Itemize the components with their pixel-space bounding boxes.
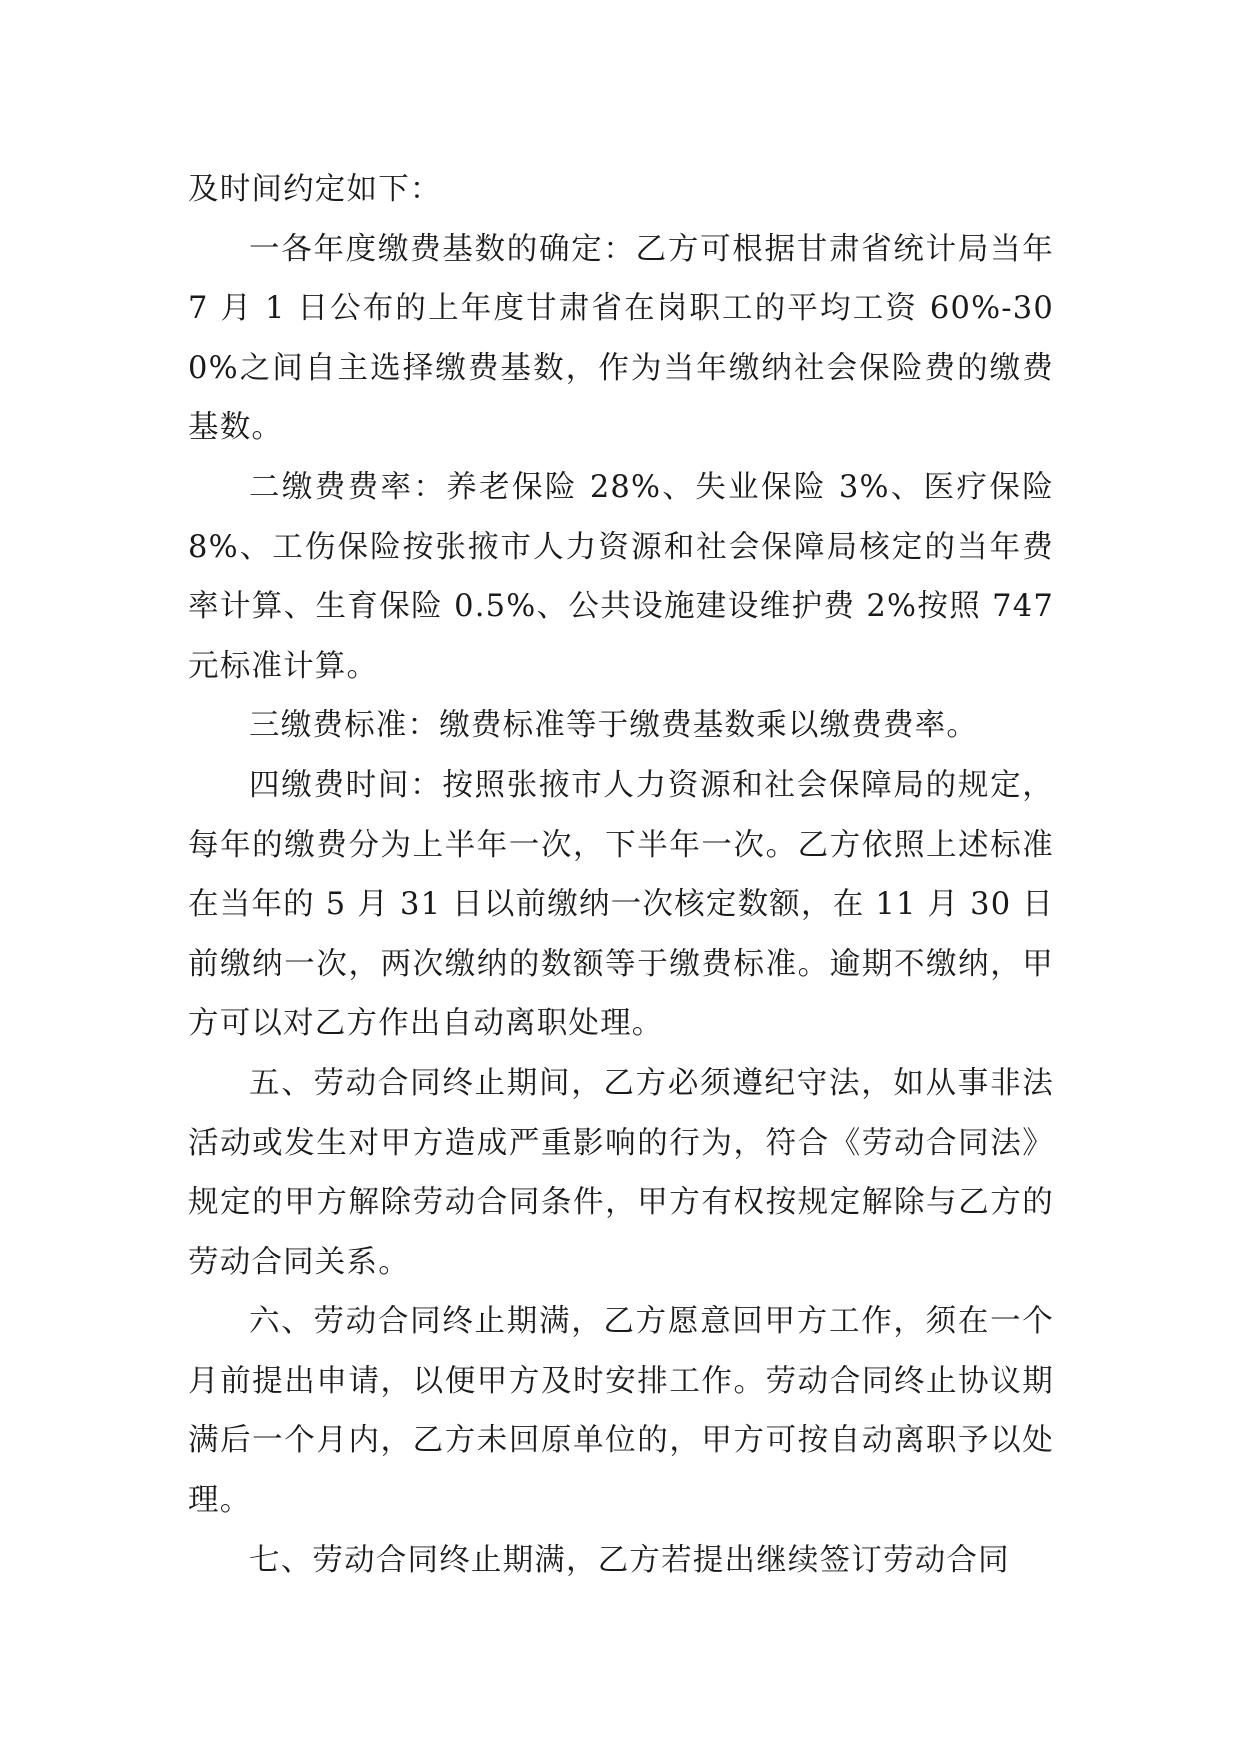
document-body bbox=[188, 160, 1054, 1590]
paragraph-clause-six: 六、劳动合同终止期满，乙方愿意回甲方工作，须在一个月前提出申请，以便甲方及时安排工作。劳动合同终止协议期满后一个月内，乙方未回原单位的，甲方可按自动离职予以处理。 bbox=[188, 1304, 1054, 1519]
paragraph-contribution-base: 一各年度缴费基数的确定：乙方可根据甘肃省统计局当年 7 月 1 日公布的上年度甘肃省在岗职工的平均工资 60%-300%之间自主选择缴费基数，作为当年缴纳社会保险费的缴费基数。 bbox=[188, 231, 1054, 446]
paragraph-clause-seven: 七、劳动合同终止期满，乙方若提出继续签订劳动合同 bbox=[249, 1542, 1010, 1578]
paragraph-contribution-rate: 二缴费费率：养老保险 28%、失业保险 3%、医疗保险 8%、工伤保险按张掖市人力资源和社会保障局核定的当年费率计算、生育保险 0.5%、公共设施建设维护费 2%按照 747 元标准计算。 bbox=[188, 469, 1054, 684]
paragraph-clause-five: 五、劳动合同终止期间，乙方必须遵纪守法，如从事非法活动或发生对甲方造成严重影响的行为，符合《劳动合同法》规定的甲方解除劳动合同条件，甲方有权按规定解除与乙方的劳动合同关系。 bbox=[188, 1065, 1054, 1280]
paragraph-payment-time: 四缴费时间：按照张掖市人力资源和社会保障局的规定，每年的缴费分为上半年一次，下半年一次。乙方依照上述标准在当年的 5 月 31 日以前缴纳一次核定数额，在 11 月 30 日前缴纳一次，两次缴纳的数额等于缴费标准。逾期不缴纳，甲方可以对乙方作出自动离职处理。 bbox=[188, 767, 1054, 1042]
paragraph-contribution-standard: 三缴费标准：缴费标准等于缴费基数乘以缴费费率。 bbox=[249, 708, 979, 744]
paragraph-continuation: 及时间约定如下： bbox=[188, 172, 442, 207]
